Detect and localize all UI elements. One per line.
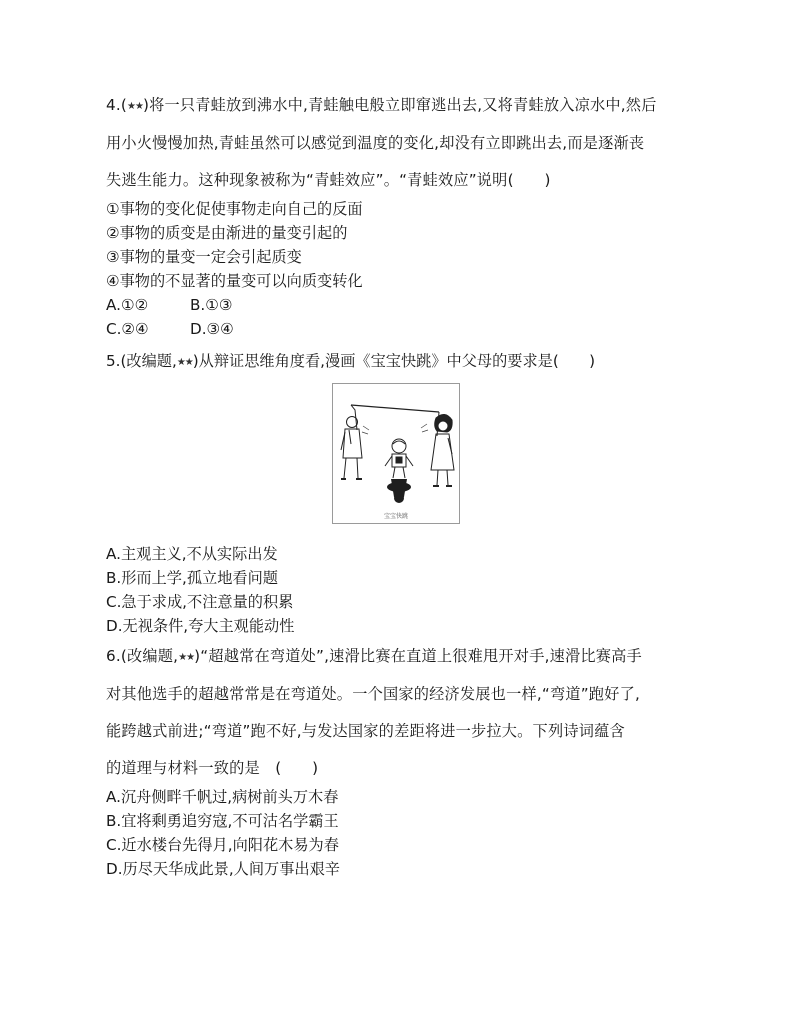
father-figure <box>341 405 362 479</box>
q4-number: 4. <box>106 96 121 114</box>
q5-head: 5.(改编题, <box>106 352 177 370</box>
q4-line-3: 失逃生能力。这种现象被称为“青蛙效应”。“青蛙效应”说明( ) <box>106 171 551 189</box>
difficulty-mark-icon: ★★ <box>176 357 193 368</box>
q6-head: 6.(改编题, <box>106 647 179 665</box>
cartoon-figure <box>332 383 460 524</box>
q4-statement-1: ①事物的变化促使事物走向自己的反面 <box>106 200 363 218</box>
q6-line-1 <box>106 646 642 668</box>
q4-option-c[interactable]: C.②④ <box>106 320 149 338</box>
difficulty-mark-icon: ★★ <box>178 652 195 663</box>
q5-option-c[interactable]: C.急于求成,不注意量的积累 <box>106 593 294 611</box>
q6-option-d[interactable]: D.历尽天华成此景,人间万事出艰辛 <box>106 860 340 878</box>
difficulty-mark-icon: ★★ <box>127 101 143 112</box>
q4-statement-3: ③事物的量变一定会引起质变 <box>106 248 302 266</box>
figure-caption: 宝宝快跳 <box>383 513 408 520</box>
q4-statement-4: ④事物的不显著的量变可以向质变转化 <box>106 272 363 290</box>
q6-line-3: 能跨越式前进;“弯道”跑不好,与发达国家的差距将进一步拉大。下列诗词蕴含 <box>106 722 625 740</box>
q5-option-a[interactable]: A.主观主义,不从实际出发 <box>106 545 278 563</box>
motion-marks <box>362 424 428 434</box>
q5-tail: )从辩证思维角度看,漫画《宝宝快跳》中父母的要求是( ) <box>192 352 596 370</box>
q6-line-4: 的道理与材料一致的是 ( ) <box>106 759 319 777</box>
q6-option-a[interactable]: A.沉舟侧畔千帆过,病树前头万木春 <box>106 788 339 806</box>
q4-options-row-2 <box>106 319 234 339</box>
mother-figure <box>431 412 454 486</box>
q4-open-paren: ( <box>120 96 128 114</box>
q4-options-row-1 <box>106 295 232 315</box>
q4-option-d[interactable]: D.③④ <box>190 320 234 338</box>
q4-option-a[interactable]: A.①② <box>106 296 149 314</box>
q4-stem-1: )将一只青蛙放到沸水中,青蛙触电般立即窜逃出去,又将青蛙放入凉水中,然后 <box>142 96 657 114</box>
q5-option-b[interactable]: B.形而上学,孤立地看问题 <box>106 569 278 587</box>
q6-stem-1: )“超越常在弯道处”,速滑比赛在直道上很难甩开对手,速滑比赛高手 <box>194 647 642 665</box>
q6-option-c[interactable]: C.近水楼台先得月,向阳花木易为春 <box>106 836 339 854</box>
q4-line-2: 用小火慢慢加热,青蛙虽然可以感觉到温度的变化,却没有立即跳出去,而是逐渐丧 <box>106 134 645 152</box>
q5-option-d[interactable]: D.无视条件,夸大主观能动性 <box>106 617 295 635</box>
q6-option-b[interactable]: B.宜将剩勇追穷寇,不可沽名学霸王 <box>106 812 339 830</box>
q6-line-2: 对其他选手的超越常常是在弯道处。一个国家的经济发展也一样,“弯道”跑好了, <box>106 685 640 703</box>
q4-option-b[interactable]: B.①③ <box>190 296 233 314</box>
q4-statement-2: ②事物的质变是由渐进的量变引起的 <box>106 224 348 242</box>
q4-line-1 <box>106 95 657 117</box>
q5-stem <box>106 351 595 373</box>
child-figure <box>385 439 413 478</box>
cartoon-illustration <box>333 384 459 510</box>
shadow-figure <box>387 479 411 503</box>
